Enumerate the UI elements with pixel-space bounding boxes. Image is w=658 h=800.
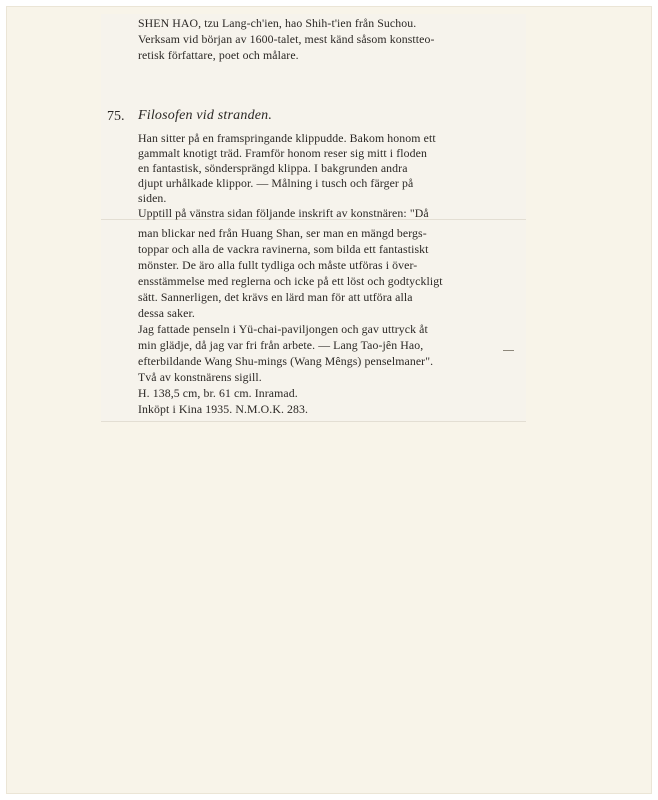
dimensions-line: H. 138,5 cm, br. 61 cm. Inramad. <box>138 386 298 400</box>
artist-bio-line: retisk författare, poet och målare. <box>138 48 299 62</box>
inscription-line: mönster. De äro alla fullt tydliga och måste utföras i över- <box>138 258 418 272</box>
inscription-line: toppar och alla de vackra ravinerna, som bilda ett fantastiskt <box>138 242 429 256</box>
description-line: Han sitter på en framspringande klippudde. Bakom honom ett <box>138 131 436 145</box>
acquisition-line: Inköpt i Kina 1935. N.M.O.K. 283. <box>138 402 309 416</box>
description-line: en fantastisk, söndersprängd klippa. I bakgrunden andra <box>138 161 408 175</box>
inscription-line: min glädje, då jag var fri från arbete. — Lang Tao-jên Hao, <box>138 338 424 352</box>
entry-number: 75. <box>107 109 125 124</box>
seals-line: Två av konstnärens sigill. <box>138 370 262 384</box>
inscription-line: Jag fattade penseln i Yü-chai-paviljongen och gav uttryck åt <box>138 322 428 336</box>
pencil-mark <box>503 350 514 351</box>
inscription-line: dessa saker. <box>138 306 195 320</box>
entry-title: Filosofen vid stranden. <box>138 108 273 123</box>
inscription-line: efterbildande Wang Shu-mings (Wang Mêngs) penselmaner". <box>138 354 434 368</box>
inscription-line: ensstämmelse med reglerna och icke på ett löst och godtyckligt <box>138 274 443 288</box>
clipping-bottom <box>101 220 526 422</box>
artist-name-line: SHEN HAO, tzu Lang-ch'ien, hao Shih-t'ien från Suchou. <box>138 16 417 30</box>
catalog-card <box>6 6 652 794</box>
inscription-intro: Upptill på vänstra sidan följande inskrift av konstnären: "Då <box>138 206 429 220</box>
inscription-line: man blickar ned från Huang Shan, ser man en mängd bergs- <box>138 226 427 240</box>
description-line: djupt urhålkade klippor. — Målning i tusch och färger på <box>138 176 414 190</box>
description-line: gammalt knotigt träd. Framför honom reser sig mitt i floden <box>138 146 427 160</box>
artist-bio-line: Verksam vid början av 1600-talet, mest känd såsom konstteo- <box>138 32 435 46</box>
clipping-top <box>101 14 526 220</box>
description-line: siden. <box>138 191 167 205</box>
inscription-line: sätt. Sannerligen, det krävs en lärd man för att utföra alla <box>138 290 413 304</box>
